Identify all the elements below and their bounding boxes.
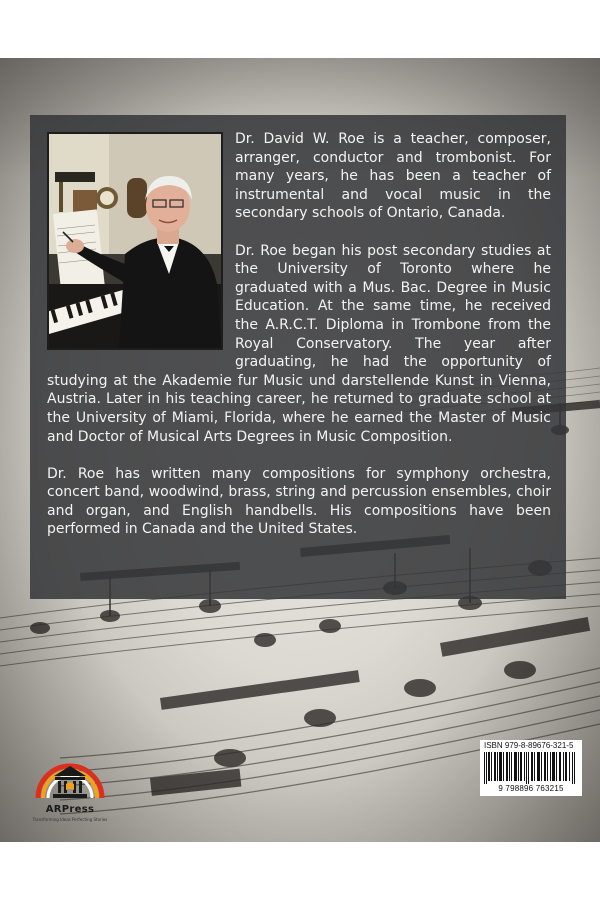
barcode-digits: 9 798896 763215: [498, 784, 564, 793]
isbn-number: ISBN 979-8-89676-321-5: [484, 741, 574, 750]
publisher-logo: [32, 740, 108, 826]
author-bio-panel: [30, 115, 566, 599]
photo-text-spacer: [47, 130, 235, 356]
bio-paragraph-2: Dr. Roe began his post secondary studies at the University of Toronto where he graduated with a Mus. Bac. Degree in Music Education. At the same time, he received the A.R.C.T. Diploma in Trombone from the Royal Conservatory. The year after graduating, he had the opportunity of studying at the Akademie fur Music und darstellende Kunst in Vienna, Austria. Later in his teaching career, he returned to graduate school at the University of Miami, Florida, where he earned the Master of Music and Doctor of Musical Arts Degrees in Music Composition.: [47, 242, 551, 445]
bio-paragraph-1: Dr. David W. Roe is a teacher, composer, arranger, conductor and trombonist. For many years, he has been a teacher of instrumental and vocal music in the secondary schools of Ontario, Canada.: [235, 131, 551, 222]
author-bio-text: [47, 130, 551, 558]
isbn-barcode: [480, 740, 582, 796]
barcode-bars: [484, 752, 578, 784]
publisher-emblem-icon: [32, 740, 108, 806]
publisher-tagline: Transforming Ideas Perfecting Stories: [32, 817, 108, 822]
bio-paragraph-3: Dr. Roe has written many compositions for symphony orchestra, concert band, woodwind, brass, string and percussion ensembles, choir and organ, and English handbells. His compositions have been performed in Canada and the United States.: [47, 465, 551, 538]
publisher-name: ARPress: [45, 804, 95, 815]
book-back-cover: [0, 58, 600, 842]
